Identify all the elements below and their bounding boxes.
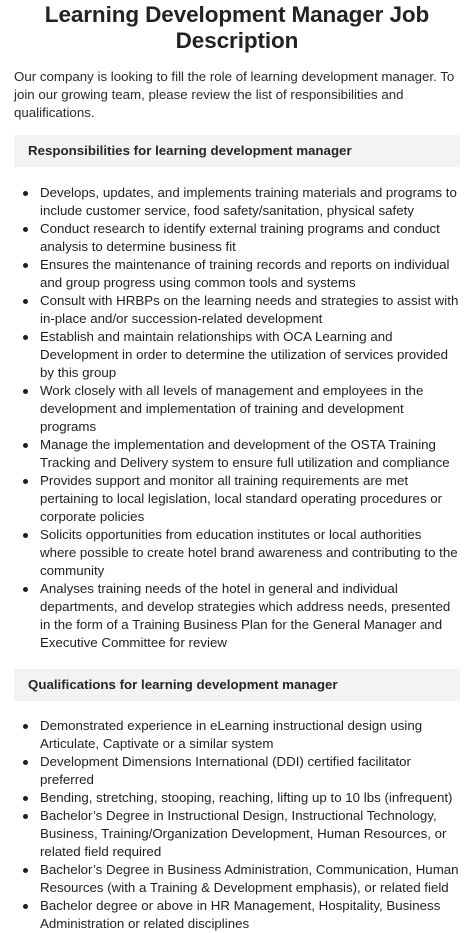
list-item: Manage the implementation and development of the OSTA Training Tracking and Delivery system to ensure full utilization and compliance — [40, 436, 460, 472]
list-item: Bending, stretching, stooping, reaching, lifting up to 10 lbs (infrequent) — [40, 789, 460, 807]
list-item: Bachelor degree or above in HR Management, Hospitality, Business Administration or related disciplines — [40, 897, 460, 933]
page-title: Learning Development Manager Job Description — [44, 2, 430, 53]
list-item: Bachelor’s Degree in Instructional Design, Instructional Technology, Business, Training/Organization Development, Human Resources, or related field required — [40, 807, 460, 861]
list-item: Develops, updates, and implements training materials and programs to include customer service, food safety/sanitation, physical safety — [40, 184, 460, 220]
list-item: Conduct research to identify external training programs and conduct analysis to determine business fit — [40, 220, 460, 256]
qualifications-list — [14, 717, 460, 933]
list-item: Demonstrated experience in eLearning instructional design using Articulate, Captivate or a similar system — [40, 717, 460, 753]
intro-paragraph: Our company is looking to fill the role of learning development manager. To join our growing team, please review the list of responsibilities and qualifications. — [14, 69, 455, 120]
list-item: Development Dimensions International (DDI) certified facilitator preferred — [40, 753, 460, 789]
qualifications-header: Qualifications for learning development manager — [14, 669, 460, 701]
list-item: Provides support and monitor all training requirements are met pertaining to local legislation, local standard operating procedures or corporate policies — [40, 472, 460, 526]
list-item: Solicits opportunities from education institutes or local authorities where possible to create hotel brand awareness and contributing to the community — [40, 526, 460, 580]
list-item: Analyses training needs of the hotel in general and individual departments, and develop strategies which address needs, presented in the form of a Training Business Plan for the General Manager and Executive Committee for review — [40, 580, 460, 652]
list-item: Work closely with all levels of management and employees in the development and implementation of training and development programs — [40, 382, 460, 436]
responsibilities-list — [14, 184, 460, 652]
responsibilities-header: Responsibilities for learning development manager — [14, 135, 460, 167]
list-item: Ensures the maintenance of training records and reports on individual and group progress using common tools and systems — [40, 256, 460, 292]
list-item: Establish and maintain relationships with OCA Learning and Development in order to determine the utilization of services provided by this group — [40, 328, 460, 382]
list-item: Consult with HRBPs on the learning needs and strategies to assist with in-place and/or succession-related development — [40, 293, 459, 326]
list-item: Bachelor’s Degree in Business Administration, Communication, Human Resources (with a Training & Development emphasis), or related field — [40, 862, 459, 895]
